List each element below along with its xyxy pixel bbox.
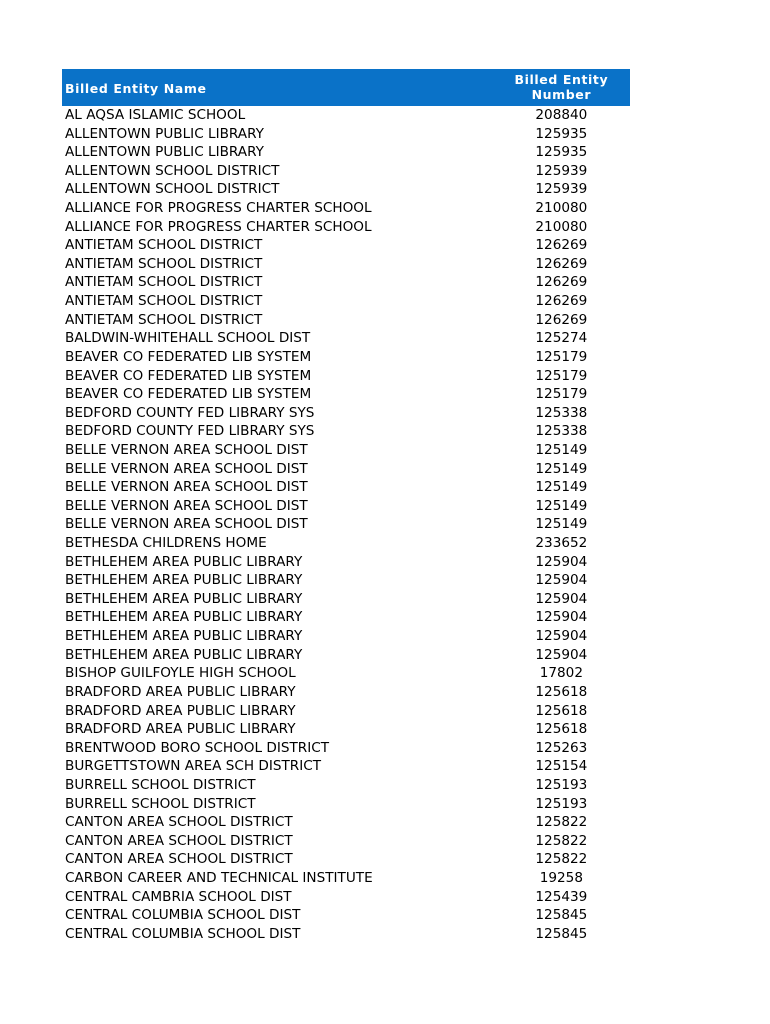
table-row xyxy=(62,329,630,348)
table-row xyxy=(62,850,630,869)
cell-entity-number: 125179 xyxy=(535,386,588,403)
cell-entity-number: 210080 xyxy=(535,200,588,217)
table-row xyxy=(62,627,630,646)
table-row xyxy=(62,106,630,125)
cell-entity-name: CENTRAL COLUMBIA SCHOOL DIST xyxy=(65,907,301,924)
cell-entity-number: 125263 xyxy=(535,739,588,756)
cell-entity-name: BELLE VERNON AREA SCHOOL DIST xyxy=(65,479,308,496)
table-row xyxy=(62,832,630,851)
cell-entity-name: ALLENTOWN PUBLIC LIBRARY xyxy=(65,125,264,142)
cell-entity-number: 125904 xyxy=(535,646,588,663)
table-row xyxy=(62,218,630,237)
table-row xyxy=(62,497,630,516)
cell-entity-name: AL AQSA ISLAMIC SCHOOL xyxy=(65,107,246,123)
table-row xyxy=(62,273,630,292)
cell-entity-name: CANTON AREA SCHOOL DISTRICT xyxy=(65,851,293,868)
table-row xyxy=(62,385,630,404)
table-row xyxy=(62,460,630,479)
table-row xyxy=(62,720,630,739)
cell-entity-number: 125179 xyxy=(535,367,588,384)
cell-entity-number: 125822 xyxy=(535,832,588,849)
cell-entity-number: 125149 xyxy=(535,516,588,533)
cell-entity-number: 125149 xyxy=(535,497,588,514)
cell-entity-number: 125904 xyxy=(535,590,588,607)
cell-entity-number: 125904 xyxy=(535,628,588,645)
table-row xyxy=(62,311,630,330)
cell-entity-number: 233652 xyxy=(535,535,588,552)
table-row xyxy=(62,646,630,665)
cell-entity-number: 125618 xyxy=(535,683,588,700)
table-row xyxy=(62,776,630,795)
column-header-entity-number-line2: Number xyxy=(531,87,592,102)
table-row xyxy=(62,441,630,460)
cell-entity-number: 125935 xyxy=(535,125,588,142)
cell-entity-number: 125179 xyxy=(535,348,588,365)
table-row xyxy=(62,590,630,609)
cell-entity-name: ANTIETAM SCHOOL DISTRICT xyxy=(65,274,263,291)
table-body xyxy=(62,106,630,943)
cell-entity-number: 125149 xyxy=(535,479,588,496)
cell-entity-number: 17802 xyxy=(539,665,583,682)
table-row xyxy=(62,478,630,497)
cell-entity-number: 126269 xyxy=(535,237,588,254)
table-row xyxy=(62,739,630,758)
cell-entity-name: BELLE VERNON AREA SCHOOL DIST xyxy=(65,516,308,533)
table-row xyxy=(62,683,630,702)
table-row xyxy=(62,367,630,386)
cell-entity-name: ANTIETAM SCHOOL DISTRICT xyxy=(65,293,263,310)
table-row xyxy=(62,906,630,925)
cell-entity-name: ANTIETAM SCHOOL DISTRICT xyxy=(65,237,263,254)
cell-entity-number: 125338 xyxy=(535,404,588,421)
table-row xyxy=(62,702,630,721)
cell-entity-number: 125822 xyxy=(535,814,588,831)
cell-entity-name: BURRELL SCHOOL DISTRICT xyxy=(65,776,256,793)
table-row xyxy=(62,608,630,627)
table-row xyxy=(62,925,630,944)
cell-entity-number: 125149 xyxy=(535,460,588,477)
cell-entity-number: 125904 xyxy=(535,553,588,570)
cell-entity-number: 126269 xyxy=(535,274,588,291)
table-row xyxy=(62,515,630,534)
cell-entity-name: BETHLEHEM AREA PUBLIC LIBRARY xyxy=(65,609,303,626)
cell-entity-number: 208840 xyxy=(535,107,588,123)
cell-entity-name: BRADFORD AREA PUBLIC LIBRARY xyxy=(65,721,296,738)
cell-entity-name: ALLENTOWN SCHOOL DISTRICT xyxy=(65,162,280,179)
cell-entity-name: BRENTWOOD BORO SCHOOL DISTRICT xyxy=(65,739,330,756)
cell-entity-name: BALDWIN-WHITEHALL SCHOOL DIST xyxy=(65,330,311,347)
table-row xyxy=(62,180,630,199)
table-row xyxy=(62,422,630,441)
cell-entity-number: 125904 xyxy=(535,609,588,626)
cell-entity-name: ALLENTOWN PUBLIC LIBRARY xyxy=(65,144,264,161)
cell-entity-number: 125618 xyxy=(535,702,588,719)
cell-entity-name: ALLENTOWN SCHOOL DISTRICT xyxy=(65,181,280,198)
cell-entity-name: BURGETTSTOWN AREA SCH DISTRICT xyxy=(65,758,322,775)
table-row xyxy=(62,571,630,590)
table-row xyxy=(62,888,630,907)
cell-entity-number: 125338 xyxy=(535,423,588,440)
column-header-entity-number xyxy=(493,69,630,106)
table-row xyxy=(62,869,630,888)
cell-entity-number: 125822 xyxy=(535,851,588,868)
table-header-row xyxy=(62,69,630,106)
cell-entity-number: 125939 xyxy=(535,181,588,198)
cell-entity-number: 125845 xyxy=(535,907,588,924)
cell-entity-number: 125193 xyxy=(535,795,588,812)
cell-entity-number: 126269 xyxy=(535,255,588,272)
cell-entity-name: BELLE VERNON AREA SCHOOL DIST xyxy=(65,460,308,477)
cell-entity-number: 125904 xyxy=(535,572,588,589)
cell-entity-name: BETHLEHEM AREA PUBLIC LIBRARY xyxy=(65,553,303,570)
cell-entity-name: BEAVER CO FEDERATED LIB SYSTEM xyxy=(65,367,312,384)
cell-entity-name: ANTIETAM SCHOOL DISTRICT xyxy=(65,255,263,272)
table-row xyxy=(62,664,630,683)
cell-entity-name: BETHLEHEM AREA PUBLIC LIBRARY xyxy=(65,628,303,645)
cell-entity-number: 19258 xyxy=(539,869,583,886)
cell-entity-name: BETHLEHEM AREA PUBLIC LIBRARY xyxy=(65,572,303,589)
cell-entity-name: CENTRAL COLUMBIA SCHOOL DIST xyxy=(65,925,301,942)
cell-entity-name: BETHLEHEM AREA PUBLIC LIBRARY xyxy=(65,646,303,663)
table-row xyxy=(62,292,630,311)
cell-entity-name: CANTON AREA SCHOOL DISTRICT xyxy=(65,814,293,831)
cell-entity-number: 125939 xyxy=(535,162,588,179)
cell-entity-name: BEAVER CO FEDERATED LIB SYSTEM xyxy=(65,348,312,365)
table-row xyxy=(62,125,630,144)
cell-entity-name: BISHOP GUILFOYLE HIGH SCHOOL xyxy=(65,665,296,682)
cell-entity-name: CARBON CAREER AND TECHNICAL INSTITUTE xyxy=(65,869,373,886)
billed-entity-table xyxy=(62,69,630,943)
cell-entity-number: 125845 xyxy=(535,925,588,942)
column-header-entity-name: Billed Entity Name xyxy=(65,80,207,96)
cell-entity-number: 125154 xyxy=(535,758,588,775)
column-header-entity-number-line1: Billed Entity xyxy=(514,72,609,87)
cell-entity-number: 210080 xyxy=(535,218,588,235)
cell-entity-number: 126269 xyxy=(535,311,588,328)
cell-entity-number: 125149 xyxy=(535,441,588,458)
table-row xyxy=(62,757,630,776)
cell-entity-number: 125618 xyxy=(535,721,588,738)
cell-entity-name: ANTIETAM SCHOOL DISTRICT xyxy=(65,311,263,328)
table-row xyxy=(62,404,630,423)
cell-entity-name: ALLIANCE FOR PROGRESS CHARTER SCHOOL xyxy=(65,218,372,235)
table-row xyxy=(62,813,630,832)
cell-entity-name: BETHLEHEM AREA PUBLIC LIBRARY xyxy=(65,590,303,607)
table-row xyxy=(62,348,630,367)
cell-entity-number: 125935 xyxy=(535,144,588,161)
table-row xyxy=(62,553,630,572)
table-row xyxy=(62,199,630,218)
cell-entity-name: CENTRAL CAMBRIA SCHOOL DIST xyxy=(65,888,292,905)
table-row xyxy=(62,143,630,162)
cell-entity-name: BRADFORD AREA PUBLIC LIBRARY xyxy=(65,683,296,700)
table-row xyxy=(62,162,630,181)
cell-entity-name: ALLIANCE FOR PROGRESS CHARTER SCHOOL xyxy=(65,200,372,217)
cell-entity-number: 126269 xyxy=(535,293,588,310)
cell-entity-name: BELLE VERNON AREA SCHOOL DIST xyxy=(65,441,308,458)
cell-entity-name: BRADFORD AREA PUBLIC LIBRARY xyxy=(65,702,296,719)
cell-entity-number: 125193 xyxy=(535,776,588,793)
cell-entity-name: BEAVER CO FEDERATED LIB SYSTEM xyxy=(65,386,312,403)
cell-entity-name: CANTON AREA SCHOOL DISTRICT xyxy=(65,832,293,849)
cell-entity-number: 125439 xyxy=(535,888,588,905)
cell-entity-name: BEDFORD COUNTY FED LIBRARY SYS xyxy=(65,404,315,421)
cell-entity-name: BEDFORD COUNTY FED LIBRARY SYS xyxy=(65,423,315,440)
table-row xyxy=(62,795,630,814)
table-row xyxy=(62,534,630,553)
cell-entity-name: BELLE VERNON AREA SCHOOL DIST xyxy=(65,497,308,514)
cell-entity-name: BETHESDA CHILDRENS HOME xyxy=(65,535,267,552)
table-row xyxy=(62,255,630,274)
table-row xyxy=(62,236,630,255)
cell-entity-number: 125274 xyxy=(535,330,588,347)
cell-entity-name: BURRELL SCHOOL DISTRICT xyxy=(65,795,256,812)
